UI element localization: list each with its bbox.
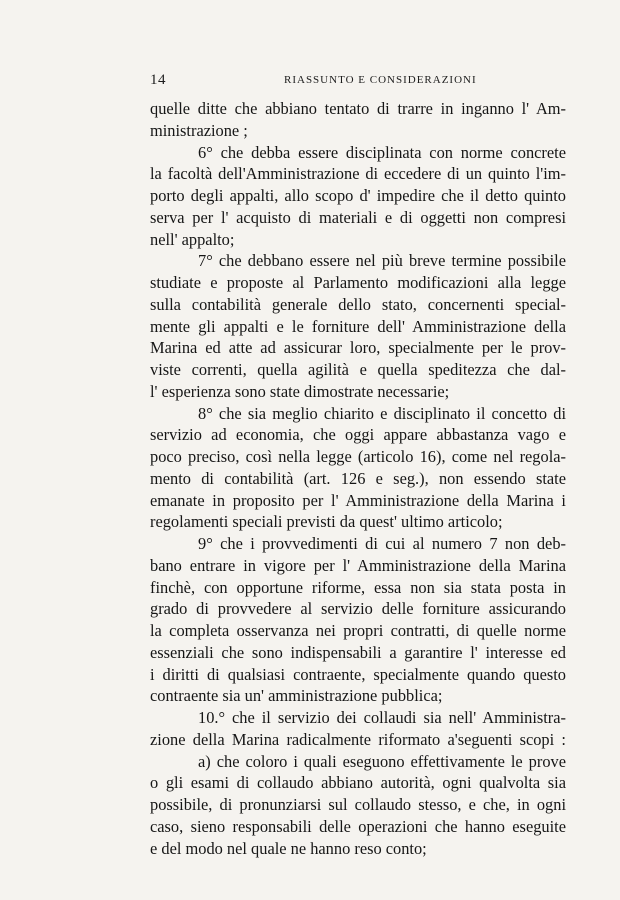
text-line: sulla contabilità generale dello stato, concernenti special- bbox=[150, 294, 566, 314]
text-line: contraente sia un' amministrazione pubblica; bbox=[150, 686, 443, 706]
text-line: e del modo nel quale ne hanno reso conto; bbox=[150, 838, 427, 858]
text-line: la completa osservanza nei propri contratti, di quelle norme bbox=[150, 621, 566, 640]
text-line: 6° che debba essere disciplinata con norme concrete bbox=[198, 142, 566, 162]
text-line: la facoltà dell'Amministrazione di eccedere di un quinto l'im- bbox=[150, 164, 566, 184]
text-line: o gli esami di collaudo abbiano autorità, ogni qualvolta sia bbox=[150, 773, 566, 793]
text-line: regolamenti speciali previsti da quest' ultimo articolo; bbox=[150, 512, 503, 532]
text-line: studiate e proposte al Parlamento modificazioni alla legge bbox=[150, 273, 566, 292]
text-line: serva per l' acquisto di materiali e di oggetti non compresi bbox=[150, 207, 566, 227]
text-line: bano entrare in vigore per l' Amministrazione della Marina bbox=[150, 555, 566, 575]
text-line: mento di contabilità (art. 126 e seg.), non essendo state bbox=[150, 468, 566, 488]
text-line: ministrazione ; bbox=[150, 120, 248, 140]
text-line: Marina ed atte ad assicurar loro, specialmente per le prov- bbox=[150, 338, 566, 358]
text-line: mente gli appalti e le forniture dell' Amministrazione della bbox=[150, 316, 566, 336]
text-line: emanate in proposito per l' Amministrazione della Marina i bbox=[150, 490, 566, 510]
text-line: servizio ad economia, che oggi appare abbastanza vago e bbox=[150, 425, 566, 445]
page-header bbox=[150, 72, 570, 92]
text-line: essenziali che sono indispensabili a garantire l' interesse ed bbox=[150, 642, 566, 662]
page-number: 14 bbox=[150, 72, 166, 88]
text-line: 8° che sia meglio chiarito e disciplinato il concetto di bbox=[198, 403, 566, 423]
text-line: finchè, con opportune riforme, essa non sia stata posta in bbox=[150, 577, 566, 597]
text-line: 10.° che il servizio dei collaudi sia nell' Amministra- bbox=[198, 708, 566, 727]
text-line: caso, sieno responsabili delle operazioni che hanno eseguite bbox=[150, 816, 566, 836]
text-line: 9° che i provvedimenti di cui al numero 7 non deb- bbox=[198, 534, 566, 553]
text-line: poco preciso, così nella legge (articolo 16), come nel regola- bbox=[150, 447, 566, 466]
text-line: viste correnti, quella agilità e quella speditezza che dal- bbox=[150, 360, 566, 379]
text-line: a) che coloro i quali eseguono effettivamente le prove bbox=[198, 751, 566, 771]
text-line: possibile, di pronunziarsi sul collaudo stesso, e che, in ogni bbox=[150, 795, 566, 814]
text-line: quelle ditte che abbiano tentato di trarre in inganno l' Am- bbox=[150, 99, 566, 118]
running-head: RIASSUNTO E CONSIDERAZIONI bbox=[284, 74, 477, 86]
text-line: l' esperienza sono state dimostrate necessarie; bbox=[150, 381, 450, 401]
text-line: zione della Marina radicalmente riformato a'seguenti scopi : bbox=[150, 729, 566, 749]
text-line: i diritti di qualsiasi contraente, specialmente quando questo bbox=[150, 664, 566, 684]
body-text bbox=[150, 98, 566, 859]
text-line: grado di provvedere al servizio delle forniture assicurando bbox=[150, 599, 566, 619]
text-line: porto degli appalti, allo scopo d' impedire che il detto quinto bbox=[150, 186, 566, 205]
text-line: nell' appalto; bbox=[150, 229, 235, 249]
text-line: 7° che debbano essere nel più breve termine possibile bbox=[198, 251, 566, 271]
